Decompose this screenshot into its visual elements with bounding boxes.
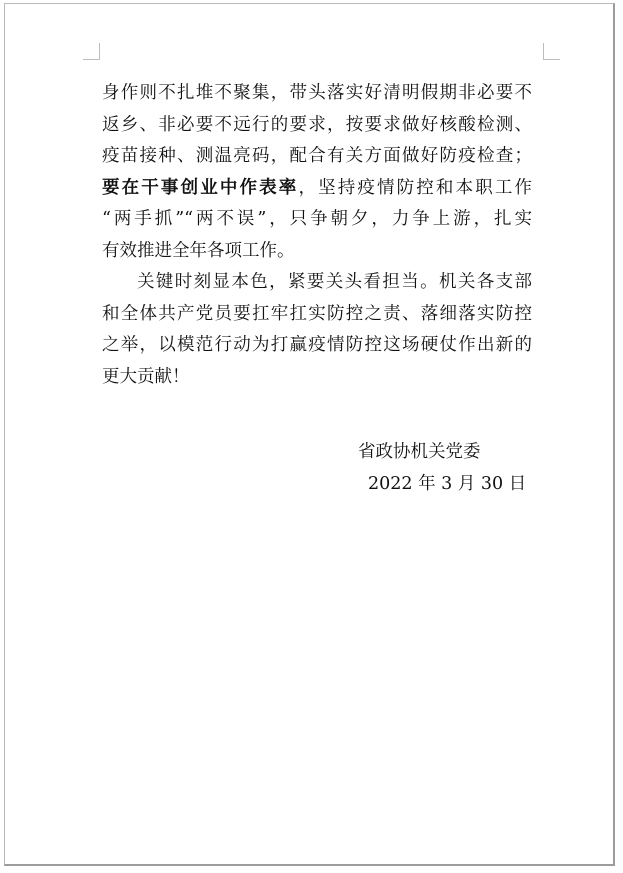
text-line: 更大贡献！ [102, 366, 190, 387]
text-line: 和全体共产党员要扛牢扛实防控之责、落细落实防控 [102, 303, 532, 324]
signature-date: 2022 年 3 月 30 日 [368, 474, 527, 494]
crop-mark-top-left [83, 43, 100, 60]
text-line: 疫苗接种、测温亮码，配合有关方面做好防疫检查； [102, 146, 532, 166]
text-line: 返乡、非必要不远行的要求，按要求做好核酸检测、 [102, 114, 532, 135]
text-line [102, 173, 532, 205]
text-line: 关键时刻显本色，紧要关头看担当。机关各支部 [137, 272, 532, 292]
document-body [102, 78, 532, 393]
text-line: 身作则不扎堆不聚集，带头落实好清明假期非必要不 [102, 83, 532, 103]
text-line: “两手抓”“两不误”，只争朝夕，力争上游，扎实 [102, 209, 532, 229]
crop-mark-top-right [543, 43, 560, 60]
paragraph-2 [102, 267, 532, 393]
signature-organization: 省政协机关党委 [358, 442, 481, 462]
text-line: 之举，以模范行动为打赢疫情防控这场硬仗作出新的 [102, 335, 532, 355]
text-span: ，坚持疫情防控和本职工作 [298, 177, 533, 198]
bold-phrase: 要在干事创业中作表率 [102, 177, 299, 198]
text-line: 有效推进全年各项工作。 [102, 240, 295, 261]
paragraph-1 [102, 78, 532, 267]
